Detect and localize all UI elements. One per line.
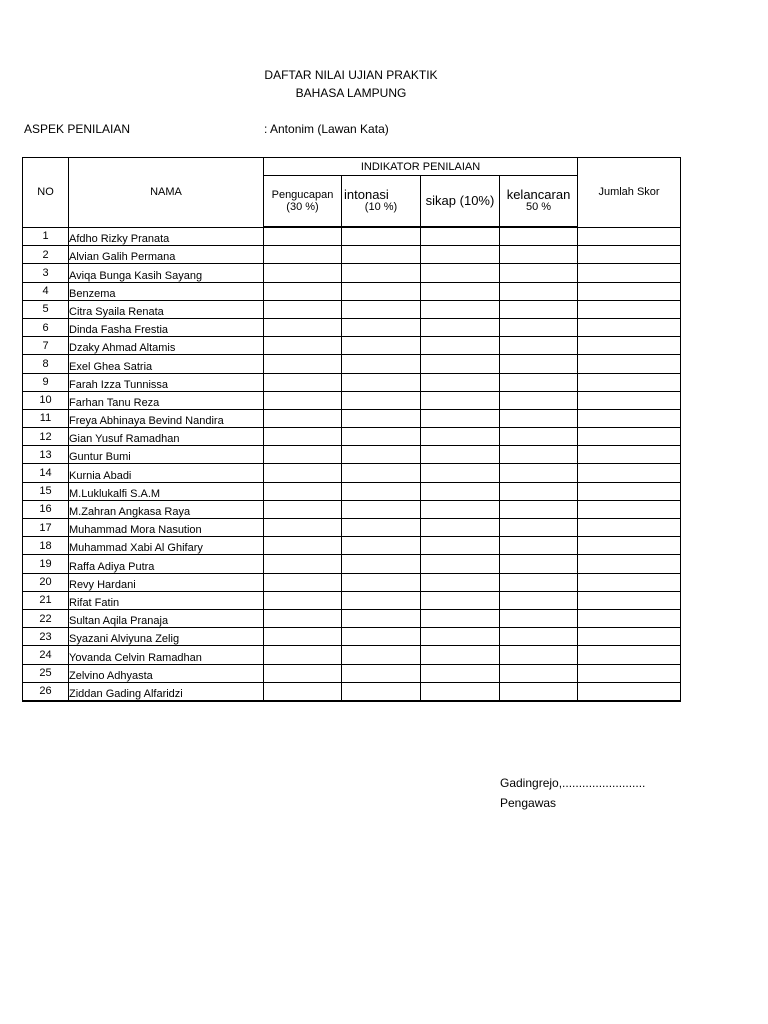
pengawas-label: Pengawas — [500, 796, 557, 810]
score-cell-pengucapan — [264, 246, 342, 264]
score-cell-sikap — [421, 519, 500, 537]
row-no: 4 — [23, 282, 69, 300]
score-cell-sikap — [421, 609, 500, 627]
score-cell-jumlah — [578, 428, 681, 446]
row-nama: Freya Abhinaya Bevind Nandira — [69, 409, 264, 427]
table-row — [23, 555, 681, 573]
score-cell-jumlah — [578, 318, 681, 336]
row-no: 9 — [23, 373, 69, 391]
score-cell-intonasi — [342, 464, 421, 482]
score-cell-intonasi — [342, 355, 421, 373]
table-row — [23, 227, 681, 246]
score-cell-jumlah — [578, 609, 681, 627]
score-cell-kelancaran — [500, 537, 578, 555]
document-title: DAFTAR NILAI UJIAN PRAKTIK — [264, 68, 438, 82]
score-cell-kelancaran — [500, 646, 578, 664]
row-no: 10 — [23, 391, 69, 409]
table-row — [23, 646, 681, 664]
header-sikap-label: sikap (10%) — [425, 193, 495, 208]
row-nama: Ziddan Gading Alfaridzi — [69, 682, 264, 701]
score-cell-intonasi — [342, 573, 421, 591]
score-cell-sikap — [421, 337, 500, 355]
row-no: 15 — [23, 482, 69, 500]
row-no: 5 — [23, 300, 69, 318]
score-cell-kelancaran — [500, 628, 578, 646]
header-jumlah-skor: Jumlah Skor — [578, 158, 681, 228]
score-cell-jumlah — [578, 464, 681, 482]
row-no: 3 — [23, 264, 69, 282]
row-no: 23 — [23, 628, 69, 646]
table-row — [23, 664, 681, 682]
row-nama: Alvian Galih Permana — [69, 246, 264, 264]
row-no: 17 — [23, 519, 69, 537]
score-cell-pengucapan — [264, 464, 342, 482]
score-cell-sikap — [421, 227, 500, 246]
score-cell-kelancaran — [500, 682, 578, 701]
score-cell-pengucapan — [264, 446, 342, 464]
score-cell-jumlah — [578, 409, 681, 427]
score-cell-jumlah — [578, 264, 681, 282]
score-cell-jumlah — [578, 537, 681, 555]
score-cell-sikap — [421, 464, 500, 482]
table-row — [23, 537, 681, 555]
table-row — [23, 391, 681, 409]
place-date: Gadingrejo,......................... — [500, 776, 646, 790]
header-pengucapan-pct: (30 %) — [286, 201, 319, 213]
score-cell-intonasi — [342, 337, 421, 355]
table-row — [23, 318, 681, 336]
header-pengucapan-label: Pengucapan — [271, 189, 334, 201]
row-nama: Rifat Fatin — [69, 591, 264, 609]
row-no: 6 — [23, 318, 69, 336]
row-no: 19 — [23, 555, 69, 573]
score-cell-pengucapan — [264, 591, 342, 609]
score-cell-sikap — [421, 300, 500, 318]
score-cell-sikap — [421, 646, 500, 664]
score-cell-jumlah — [578, 391, 681, 409]
table-row — [23, 409, 681, 427]
score-cell-pengucapan — [264, 609, 342, 627]
row-nama: Farah Izza Tunnissa — [69, 373, 264, 391]
score-cell-jumlah — [578, 573, 681, 591]
score-cell-pengucapan — [264, 628, 342, 646]
score-cell-jumlah — [578, 300, 681, 318]
score-cell-sikap — [421, 537, 500, 555]
table-row — [23, 264, 681, 282]
score-cell-kelancaran — [500, 300, 578, 318]
score-cell-pengucapan — [264, 664, 342, 682]
score-cell-kelancaran — [500, 555, 578, 573]
score-cell-sikap — [421, 482, 500, 500]
score-cell-kelancaran — [500, 282, 578, 300]
row-nama: Revy Hardani — [69, 573, 264, 591]
score-cell-kelancaran — [500, 591, 578, 609]
row-nama: Muhammad Mora Nasution — [69, 519, 264, 537]
row-no: 13 — [23, 446, 69, 464]
score-cell-kelancaran — [500, 464, 578, 482]
score-cell-jumlah — [578, 682, 681, 701]
score-cell-pengucapan — [264, 482, 342, 500]
score-cell-intonasi — [342, 373, 421, 391]
score-cell-kelancaran — [500, 482, 578, 500]
score-cell-sikap — [421, 500, 500, 518]
header-pengucapan — [264, 176, 342, 228]
score-cell-sikap — [421, 409, 500, 427]
score-cell-kelancaran — [500, 428, 578, 446]
row-nama: Muhammad Xabi Al Ghifary — [69, 537, 264, 555]
score-cell-sikap — [421, 573, 500, 591]
score-cell-intonasi — [342, 591, 421, 609]
score-cell-pengucapan — [264, 409, 342, 427]
score-cell-intonasi — [342, 646, 421, 664]
row-no: 8 — [23, 355, 69, 373]
score-cell-sikap — [421, 246, 500, 264]
score-cell-jumlah — [578, 446, 681, 464]
header-kelancaran — [500, 176, 578, 228]
score-cell-intonasi — [342, 628, 421, 646]
row-no: 11 — [23, 409, 69, 427]
table-row — [23, 628, 681, 646]
score-cell-kelancaran — [500, 446, 578, 464]
table-row — [23, 573, 681, 591]
row-no: 21 — [23, 591, 69, 609]
score-table — [22, 157, 681, 702]
table-row — [23, 373, 681, 391]
score-cell-sikap — [421, 664, 500, 682]
header-indikator: INDIKATOR PENILAIAN — [264, 158, 578, 176]
score-cell-jumlah — [578, 373, 681, 391]
row-no: 12 — [23, 428, 69, 446]
table-row — [23, 282, 681, 300]
score-cell-pengucapan — [264, 373, 342, 391]
row-nama: Afdho Rizky Pranata — [69, 227, 264, 246]
score-cell-kelancaran — [500, 409, 578, 427]
score-cell-intonasi — [342, 500, 421, 518]
score-cell-intonasi — [342, 482, 421, 500]
score-cell-pengucapan — [264, 391, 342, 409]
aspect-value: : Antonim (Lawan Kata) — [264, 122, 389, 136]
score-cell-intonasi — [342, 428, 421, 446]
row-nama: M.Zahran Angkasa Raya — [69, 500, 264, 518]
table-row — [23, 337, 681, 355]
table-row — [23, 609, 681, 627]
score-cell-kelancaran — [500, 500, 578, 518]
score-cell-intonasi — [342, 300, 421, 318]
score-cell-jumlah — [578, 355, 681, 373]
score-cell-pengucapan — [264, 500, 342, 518]
score-cell-intonasi — [342, 409, 421, 427]
score-cell-kelancaran — [500, 337, 578, 355]
row-nama: Aviqa Bunga Kasih Sayang — [69, 264, 264, 282]
row-nama: Dinda Fasha Frestia — [69, 318, 264, 336]
row-nama: M.Luklukalfi S.A.M — [69, 482, 264, 500]
row-nama: Dzaky Ahmad Altamis — [69, 337, 264, 355]
row-no: 22 — [23, 609, 69, 627]
row-nama: Yovanda Celvin Ramadhan — [69, 646, 264, 664]
header-kelancaran-label: kelancaran — [506, 187, 571, 202]
score-cell-jumlah — [578, 282, 681, 300]
score-cell-intonasi — [342, 264, 421, 282]
table-row — [23, 482, 681, 500]
score-cell-kelancaran — [500, 246, 578, 264]
score-cell-intonasi — [342, 391, 421, 409]
score-cell-intonasi — [342, 609, 421, 627]
score-cell-pengucapan — [264, 646, 342, 664]
row-nama: Sultan Aqila Pranaja — [69, 609, 264, 627]
score-cell-jumlah — [578, 337, 681, 355]
table-row — [23, 500, 681, 518]
score-cell-jumlah — [578, 555, 681, 573]
score-cell-sikap — [421, 282, 500, 300]
table-row — [23, 682, 681, 701]
score-cell-pengucapan — [264, 355, 342, 373]
row-no: 16 — [23, 500, 69, 518]
row-nama: Farhan Tanu Reza — [69, 391, 264, 409]
score-cell-pengucapan — [264, 555, 342, 573]
document-subtitle: BAHASA LAMPUNG — [295, 86, 407, 100]
score-cell-kelancaran — [500, 355, 578, 373]
score-cell-sikap — [421, 391, 500, 409]
score-cell-kelancaran — [500, 264, 578, 282]
score-cell-kelancaran — [500, 318, 578, 336]
score-cell-pengucapan — [264, 282, 342, 300]
score-cell-sikap — [421, 555, 500, 573]
row-no: 14 — [23, 464, 69, 482]
score-cell-sikap — [421, 628, 500, 646]
score-cell-jumlah — [578, 664, 681, 682]
score-cell-pengucapan — [264, 227, 342, 246]
table-row — [23, 464, 681, 482]
score-cell-pengucapan — [264, 264, 342, 282]
table-row — [23, 300, 681, 318]
table-row — [23, 591, 681, 609]
score-cell-sikap — [421, 264, 500, 282]
table-row — [23, 246, 681, 264]
score-cell-intonasi — [342, 682, 421, 701]
score-cell-sikap — [421, 318, 500, 336]
aspect-label: ASPEK PENILAIAN — [24, 122, 131, 136]
score-cell-sikap — [421, 446, 500, 464]
score-cell-sikap — [421, 355, 500, 373]
score-cell-kelancaran — [500, 373, 578, 391]
row-no: 20 — [23, 573, 69, 591]
score-cell-intonasi — [342, 318, 421, 336]
score-cell-jumlah — [578, 628, 681, 646]
score-cell-pengucapan — [264, 428, 342, 446]
row-nama: Zelvino Adhyasta — [69, 664, 264, 682]
score-cell-sikap — [421, 373, 500, 391]
score-cell-sikap — [421, 682, 500, 701]
table-row — [23, 355, 681, 373]
header-kelancaran-pct: 50 % — [525, 201, 552, 213]
score-cell-jumlah — [578, 246, 681, 264]
score-cell-pengucapan — [264, 682, 342, 701]
header-intonasi-label: intonasi — [344, 187, 389, 202]
score-cell-jumlah — [578, 227, 681, 246]
score-cell-intonasi — [342, 282, 421, 300]
row-nama: Gian Yusuf Ramadhan — [69, 428, 264, 446]
row-no: 24 — [23, 646, 69, 664]
row-nama: Guntur Bumi — [69, 446, 264, 464]
row-no: 25 — [23, 664, 69, 682]
row-nama: Benzema — [69, 282, 264, 300]
score-cell-pengucapan — [264, 318, 342, 336]
header-no: NO — [23, 158, 69, 228]
row-nama: Syazani Alviyuna Zelig — [69, 628, 264, 646]
score-cell-jumlah — [578, 519, 681, 537]
score-cell-sikap — [421, 591, 500, 609]
score-cell-sikap — [421, 428, 500, 446]
score-cell-kelancaran — [500, 391, 578, 409]
header-nama: NAMA — [69, 158, 264, 228]
score-cell-jumlah — [578, 482, 681, 500]
header-intonasi-pct: (10 %) — [364, 201, 398, 213]
row-no: 2 — [23, 246, 69, 264]
row-nama: Citra Syaila Renata — [69, 300, 264, 318]
score-cell-intonasi — [342, 519, 421, 537]
score-cell-intonasi — [342, 227, 421, 246]
score-cell-kelancaran — [500, 664, 578, 682]
score-cell-pengucapan — [264, 537, 342, 555]
score-cell-pengucapan — [264, 519, 342, 537]
row-no: 26 — [23, 682, 69, 701]
score-cell-pengucapan — [264, 300, 342, 318]
row-nama: Raffa Adiya Putra — [69, 555, 264, 573]
table-row — [23, 428, 681, 446]
score-cell-pengucapan — [264, 337, 342, 355]
row-nama: Exel Ghea Satria — [69, 355, 264, 373]
score-cell-kelancaran — [500, 573, 578, 591]
table-row — [23, 519, 681, 537]
row-no: 1 — [23, 227, 69, 246]
header-sikap — [421, 176, 500, 228]
row-no: 18 — [23, 537, 69, 555]
score-cell-jumlah — [578, 500, 681, 518]
row-no: 7 — [23, 337, 69, 355]
score-cell-intonasi — [342, 446, 421, 464]
score-cell-kelancaran — [500, 609, 578, 627]
score-cell-intonasi — [342, 555, 421, 573]
score-cell-kelancaran — [500, 227, 578, 246]
score-cell-intonasi — [342, 537, 421, 555]
score-cell-jumlah — [578, 591, 681, 609]
header-intonasi — [342, 176, 421, 228]
row-nama: Kurnia Abadi — [69, 464, 264, 482]
score-cell-intonasi — [342, 246, 421, 264]
score-cell-kelancaran — [500, 519, 578, 537]
table-row — [23, 446, 681, 464]
score-cell-intonasi — [342, 664, 421, 682]
score-cell-pengucapan — [264, 573, 342, 591]
score-cell-jumlah — [578, 646, 681, 664]
